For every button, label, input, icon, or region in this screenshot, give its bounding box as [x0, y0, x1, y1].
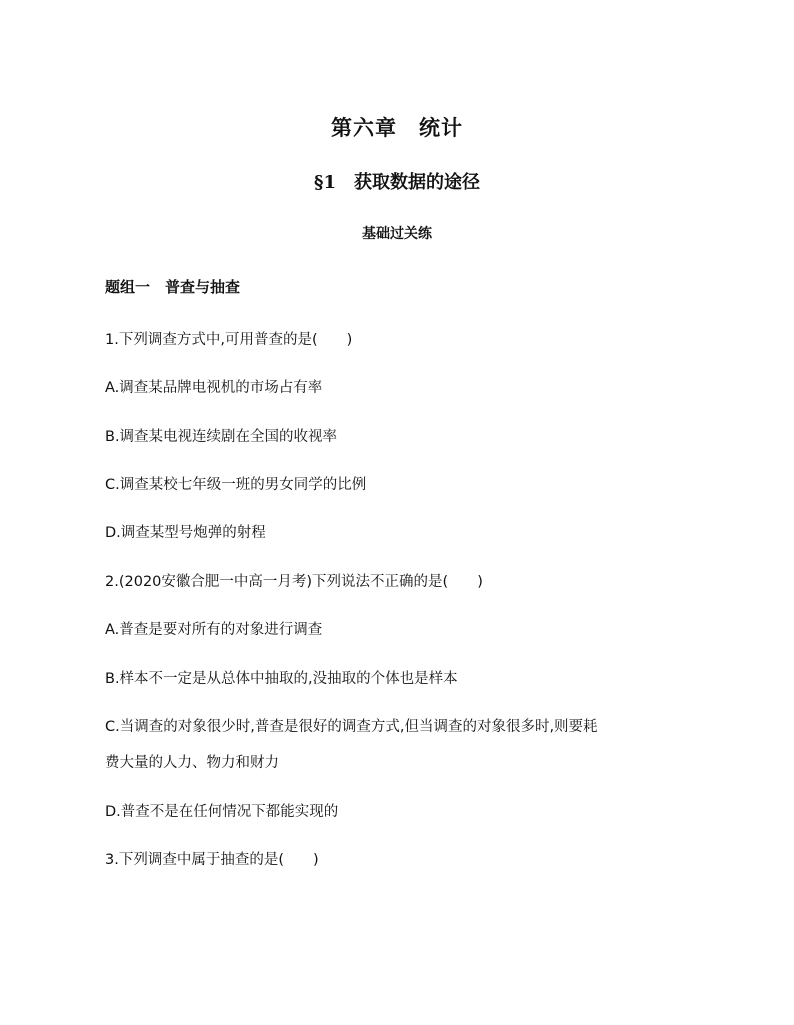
chapter-title: 第六章 统计 [331, 115, 463, 140]
question-2-option-a: A.普查是要对所有的对象进行调查 [105, 622, 323, 638]
section-title: §1 获取数据的途径 [314, 172, 480, 193]
question-2-option-c: C.当调查的对象很少时,普查是很好的调查方式,但当调查的对象很多时,则要耗 [105, 719, 598, 735]
question-1-option-a: A.调查某品牌电视机的市场占有率 [105, 380, 323, 396]
exercise-subtitle: 基础过关练 [362, 226, 432, 242]
question-3: 3.下列调查中属于抽查的是( ) [105, 852, 319, 868]
question-1-option-c: C.调查某校七年级一班的男女同学的比例 [105, 477, 367, 493]
question-1-option-b: B.调查某电视连续剧在全国的收视率 [105, 429, 338, 445]
question-2-option-c-continued: 费大量的人力、物力和财力 [105, 755, 279, 771]
question-2-option-b: B.样本不一定是从总体中抽取的,没抽取的个体也是样本 [105, 671, 458, 687]
question-2: 2.(2020安徽合肥一中高一月考)下列说法不正确的是( ) [105, 574, 483, 590]
question-group-title: 题组一 普查与抽查 [105, 278, 241, 296]
question-1-option-d: D.调查某型号炮弹的射程 [105, 525, 266, 541]
question-1: 1.下列调查方式中,可用普查的是( ) [105, 332, 353, 348]
question-2-option-d: D.普查不是在任何情况下都能实现的 [105, 804, 339, 820]
